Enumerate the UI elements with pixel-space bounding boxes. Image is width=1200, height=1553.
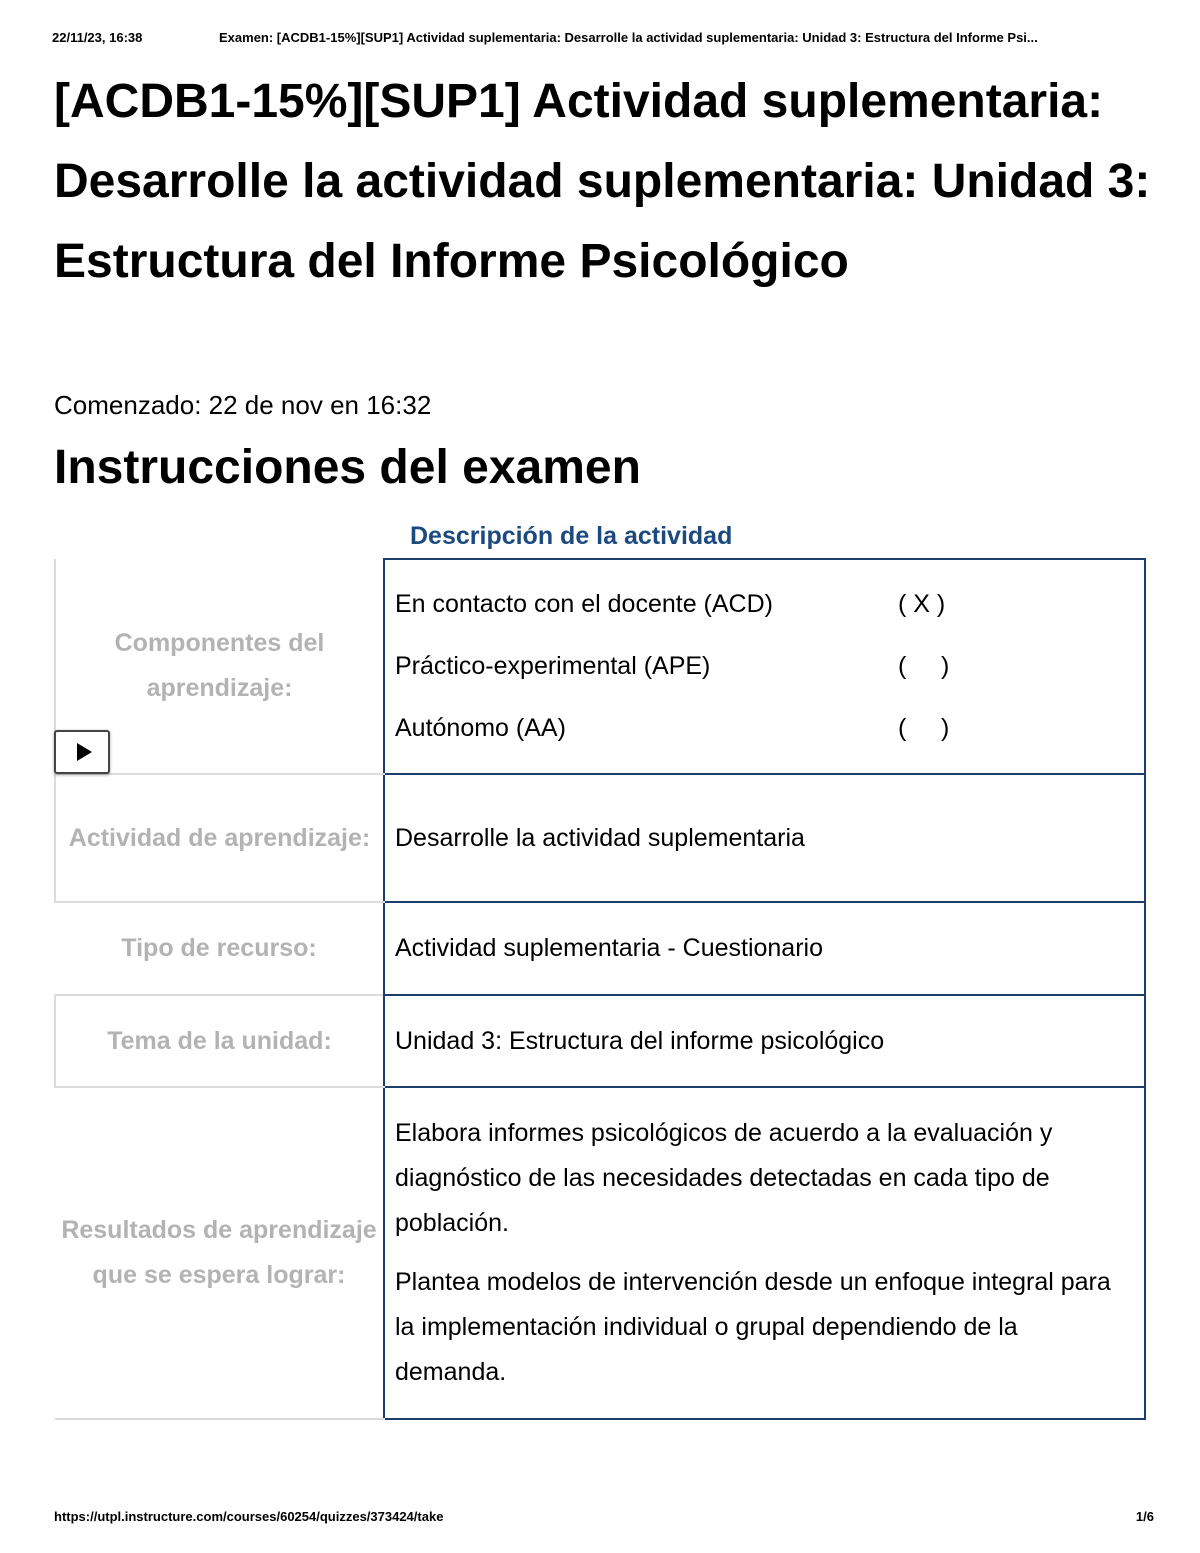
instructions-heading: Instrucciones del examen: [54, 441, 641, 494]
component-item: [395, 636, 1134, 698]
started-timestamp: Comenzado: 22 de nov en 16:32: [54, 390, 432, 420]
components-label: Componentes del aprendizaje:: [55, 559, 384, 774]
print-url: https://utpl.instructure.com/courses/60254/quizzes/373424/take: [54, 1509, 444, 1524]
table-row-activity: [55, 774, 1145, 902]
print-footer: [54, 1509, 1154, 1524]
topic-label: Tema de la unidad:: [55, 995, 384, 1087]
component-mark: ( ): [898, 652, 950, 680]
resource-label: Tipo de recurso:: [121, 934, 317, 962]
page-number: 1/6: [1135, 1509, 1154, 1524]
component-mark: ( ): [898, 714, 950, 742]
print-date: 22/11/23, 16:38: [52, 30, 143, 45]
table-row-resource: [55, 902, 1145, 995]
component-name: En contacto con el docente (ACD): [395, 590, 773, 618]
results-label: Resultados de aprendizaje que se espera lograr:: [55, 1087, 384, 1419]
activity-value: Desarrolle la actividad suplementaria: [384, 774, 1145, 902]
component-item: [395, 574, 1134, 636]
play-button[interactable]: [54, 730, 110, 774]
activity-description-table: [54, 558, 1146, 1420]
result-item: Elabora informes psicológicos de acuerdo a la evaluación y diagnóstico de las necesidades detectadas en cada tipo de población.: [395, 1119, 1053, 1237]
activity-label: Actividad de aprendizaje:: [55, 774, 384, 902]
play-icon: [77, 743, 92, 761]
component-item: [395, 698, 1134, 760]
components-value: [384, 559, 1145, 774]
component-mark: ( X ): [898, 590, 946, 618]
print-header: [52, 30, 1152, 45]
print-title: Examen: [ACDB1-15%][SUP1] Actividad suplementaria: Desarrolle la actividad suplementaria: Unidad 3: Estructura del Informe Psi...: [219, 30, 1038, 45]
description-heading: Descripción de la actividad: [410, 522, 733, 550]
page-title: [ACDB1-15%][SUP1] Actividad suplementaria: Desarrolle la actividad suplementaria: Unidad 3: Estructura del Informe Psicológico: [54, 75, 1151, 288]
table-row-results: [55, 1087, 1145, 1419]
table-row-topic: [55, 995, 1145, 1087]
result-item: Plantea modelos de intervención desde un enfoque integral para la implementación individual o grupal dependiendo de la demanda.: [395, 1268, 1111, 1386]
resource-value: Actividad suplementaria - Cuestionario: [384, 902, 1145, 995]
table-row-components: [55, 559, 1145, 774]
results-value: [384, 1087, 1145, 1419]
component-name: Autónomo (AA): [395, 714, 566, 742]
topic-value: Unidad 3: Estructura del informe psicológico: [384, 995, 1145, 1087]
component-name: Práctico-experimental (APE): [395, 652, 711, 680]
